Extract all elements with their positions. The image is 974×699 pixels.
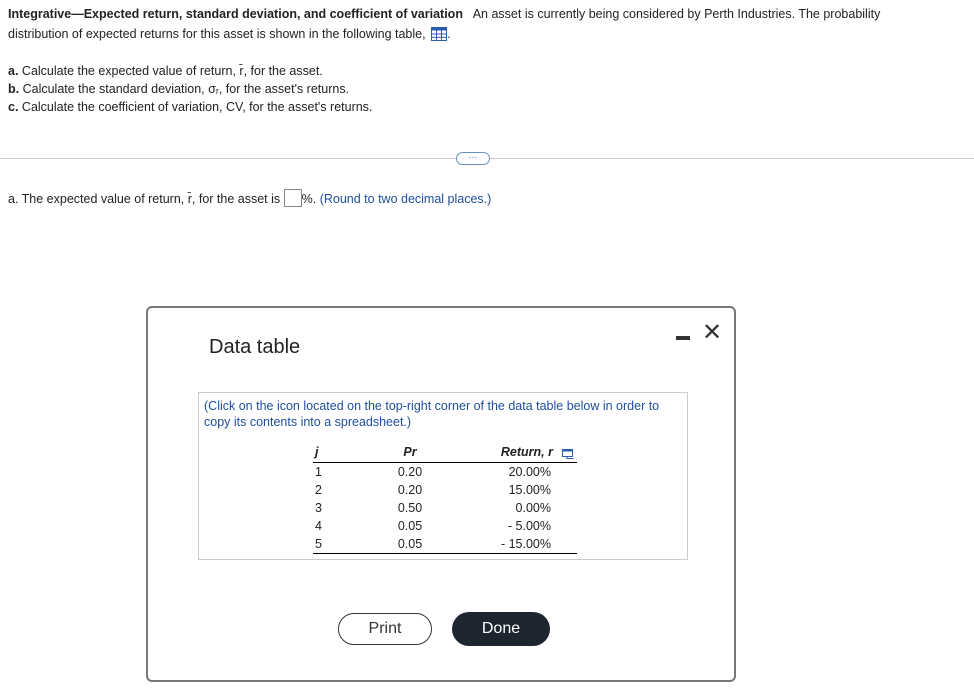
part-c: c. Calculate the coefficient of variation, CV, for the asset's returns. [8,100,373,114]
copy-instructions: (Click on the icon located on the top-right corner of the data table below in order to copy its contents into a spreadsheet.) [204,399,660,429]
table-row: 1 0.20 20.00% [315,465,551,479]
minimize-button[interactable] [676,336,690,340]
table-row: 5 0.05 - 15.00% [313,535,577,554]
data-table-modal [146,306,736,682]
done-button[interactable]: Done [452,612,550,646]
data-table [313,443,577,554]
data-table-icon[interactable] [431,27,447,41]
part-b: b. Calculate the standard deviation, σᵣ, for the asset's returns. [8,82,350,96]
problem-parts [8,62,372,116]
problem-title: Integrative—Expected return, standard deviation, and coefficient of variation [8,7,463,21]
header-pr: Pr [365,443,455,463]
table-row: 4 0.05 - 5.00% [315,519,551,533]
problem-statement [8,4,970,44]
problem-intro-line1: An asset is currently being considered by Perth Industries. The probability [472,7,881,21]
round-hint: (Round to two decimal places.) [319,192,492,206]
answer-suffix: %. [301,192,317,206]
answer-line [8,189,491,209]
header-return: Return, r [455,443,577,463]
table-header-row [313,443,577,463]
table-row: 2 0.20 15.00% [315,483,551,497]
data-table-box [198,392,688,560]
copy-to-spreadsheet-icon[interactable] [562,448,574,458]
table-row: 3 0.50 0.00% [315,501,551,515]
part-a: a. Calculate the expected value of return, r̄, for the asset. [8,64,323,78]
print-button[interactable]: Print [338,613,432,645]
header-j: j [313,443,365,463]
expected-return-input[interactable] [284,189,302,207]
answer-prefix: a. The expected value of return, r̄, for the asset is [8,192,281,206]
expand-button[interactable]: ··· [456,152,490,165]
close-icon[interactable]: ✕ [702,319,723,346]
modal-title: Data table [209,336,301,358]
problem-intro-end: . [447,27,451,41]
problem-intro-line2: distribution of expected returns for this asset is shown in the following table, [8,27,426,41]
